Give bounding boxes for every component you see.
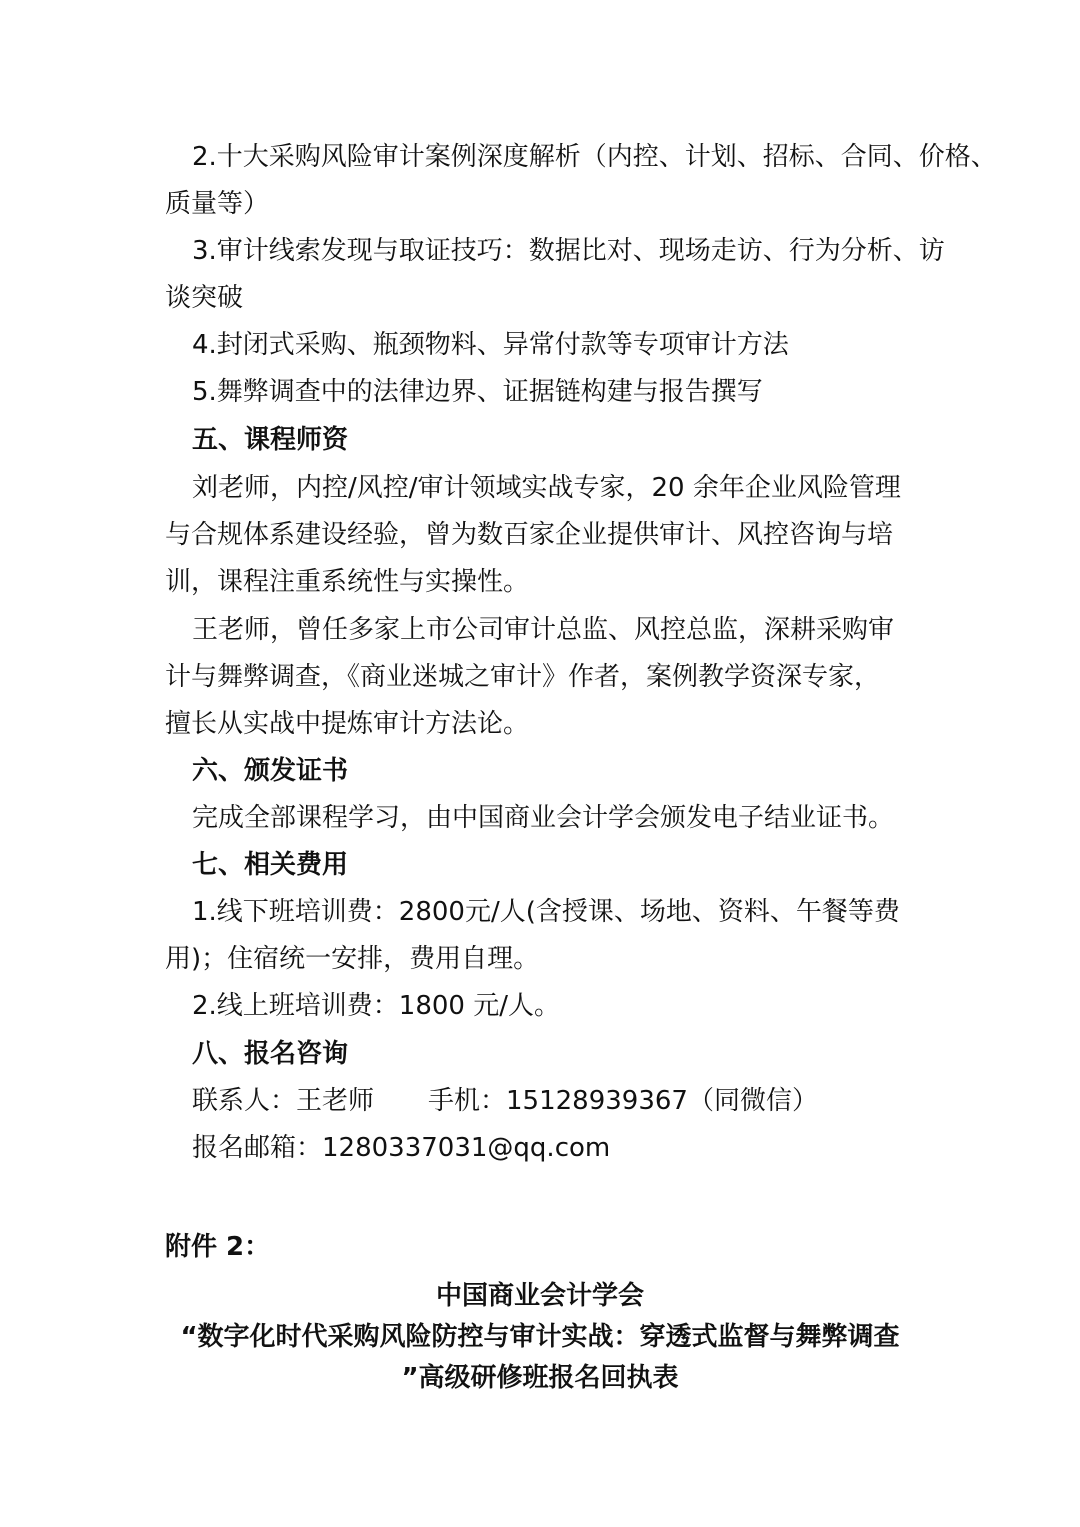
instructor-liu-line-3: 训，课程注重系统性与实操性。	[165, 567, 530, 597]
form-title-line-3: ”高级研修班报名回执表	[401, 1363, 679, 1393]
fee-offline-line-1: 1.线下班培训费：2800元/人(含授课、场地、资料、午餐等费	[192, 897, 900, 927]
course-item-3-line-2: 谈突破	[165, 283, 244, 313]
form-title-line-2: “数字化时代采购风险防控与审计实战：穿透式监督与舞弊调查	[180, 1322, 900, 1352]
instructor-liu-line-1: 刘老师，内控/风控/审计领域实战专家，20 余年企业风险管理	[192, 473, 901, 503]
contact-line	[192, 1084, 818, 1118]
registration-email: 报名邮箱：1280337031@qq.com	[192, 1133, 611, 1163]
fee-online: 2.线上班培训费：1800 元/人。	[192, 991, 560, 1021]
course-item-4: 4.封闭式采购、瓶颈物料、异常付款等专项审计方法	[192, 330, 789, 360]
attachment-label: 附件 2：	[165, 1232, 271, 1262]
section-heading-fees: 七、相关费用	[192, 850, 349, 880]
section-heading-instructors: 五、课程师资	[192, 425, 349, 455]
fee-offline-line-2: 用)；住宿统一安排，费用自理。	[165, 944, 540, 974]
section-heading-certificate: 六、颁发证书	[192, 756, 349, 786]
course-item-5: 5.舞弊调查中的法律边界、证据链构建与报告撰写	[192, 377, 763, 407]
course-item-3-line-1: 3.审计线索发现与取证技巧：数据比对、现场走访、行为分析、访	[192, 236, 945, 266]
form-title-line-1: 中国商业会计学会	[435, 1281, 644, 1311]
contact-person: 联系人：王老师	[192, 1086, 375, 1116]
instructor-wang-line-2: 计与舞弊调查，《商业迷城之审计》作者，案例教学资深专家，	[165, 662, 881, 692]
instructor-liu-line-2: 与合规体系建设经验，曾为数百家企业提供审计、风控咨询与培	[165, 520, 894, 550]
certificate-text: 完成全部课程学习，由中国商业会计学会颁发电子结业证书。	[192, 803, 895, 833]
instructor-wang-line-3: 擅长从实战中提炼审计方法论。	[165, 709, 530, 739]
section-heading-registration: 八、报名咨询	[192, 1039, 349, 1069]
contact-phone: 手机：15128939367（同微信）	[428, 1086, 818, 1116]
course-item-2-line-2: 质量等）	[165, 189, 270, 219]
instructor-wang-line-1: 王老师，曾任多家上市公司审计总监、风控总监，深耕采购审	[192, 615, 895, 645]
course-item-2-line-1: 2.十大采购风险审计案例深度解析（内控、计划、招标、合同、价格、	[192, 142, 997, 172]
